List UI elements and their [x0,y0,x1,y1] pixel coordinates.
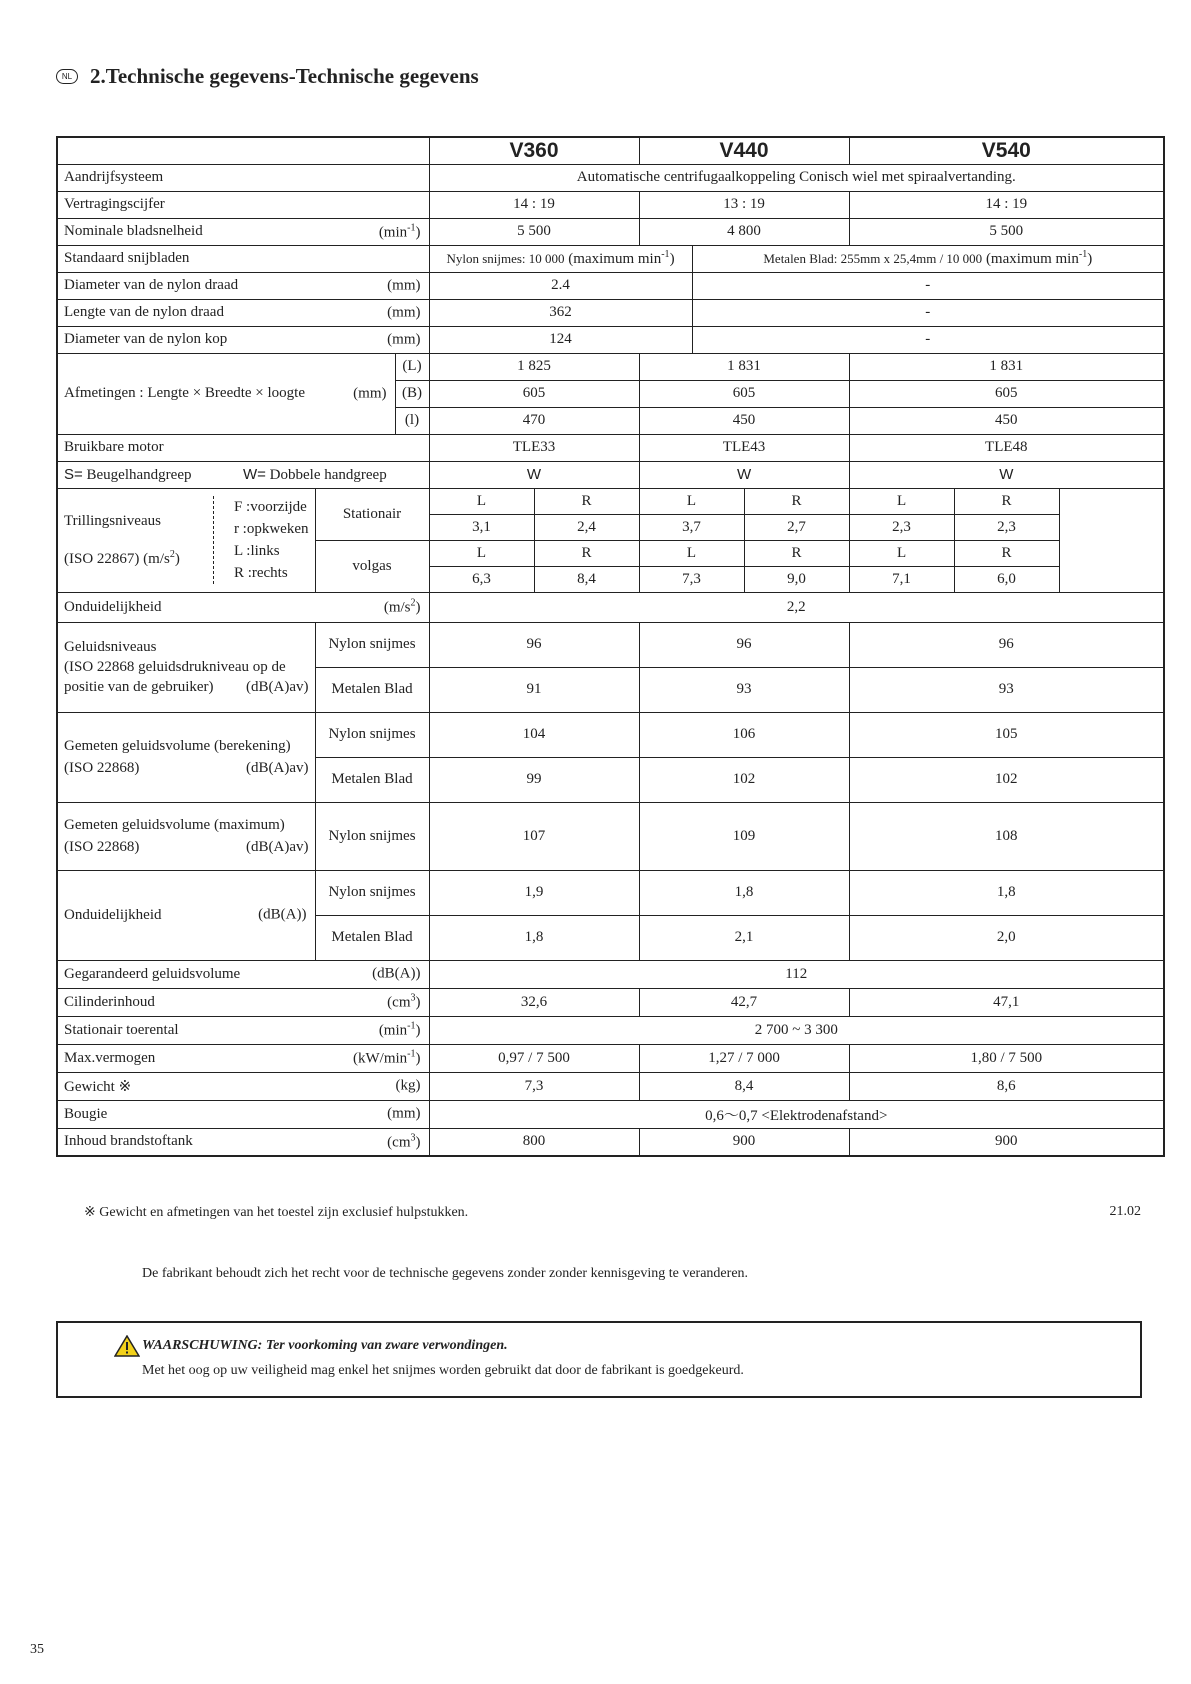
table-row: Geluidsniveaus (ISO 22868 geluidsdrukniveau op de positie van de gebruiker) (dB(A)av) Nylon snijmes 96 96 96 [57,622,1164,667]
table-row: Metalen Blad 99 102 102 [57,757,1164,802]
table-row: Bougie (mm) 0,6〜0,7 <Elektrodenafstand> [57,1100,1164,1128]
table-header-row [57,137,1164,164]
model-v360: V360 [429,137,639,164]
footnote: ※ Gewicht en afmetingen van het toestel zijn exclusief hulpstukken. [84,1205,469,1220]
table-row: Gewicht ※ (kg) 7,3 8,4 8,6 [57,1072,1164,1100]
table-row: Afmetingen : Lengte × Breedte × loogte (mm) (L) 1 825 1 831 1 831 [57,353,1164,380]
warning-text: Met het oog op uw veiligheid mag enkel het snijmes worden gebruikt dat door de fabrikant is goedgekeurd. [142,1363,744,1378]
warning-title: WAARSCHUWING: Ter voorkoming van zware verwondingen. [142,1338,508,1353]
model-v540: V540 [849,137,1164,164]
table-row: Trillingsniveaus (ISO 22867) $(m/s^2)$ F :voorzijde r :opkweken L :links R :rechts Stationair L R L R L R [57,488,1164,514]
table-row: Onduidelijkheid $(m/s^2)$ 2,2 [57,592,1164,622]
table-row: volgas L R L R L R [57,540,1164,566]
model-v440: V440 [639,137,849,164]
vibration-legend: F :voorzijde r :opkweken L :links R :rechts [213,496,309,584]
page-header [56,64,479,89]
vibration-label: Trillingsniveaus (ISO 22867) $(m/s^2)$ F :voorzijde r :opkweken L :links R :rechts [57,488,315,592]
page-number: 35 [30,1642,44,1657]
table-row: S= Beugelhandgreep W= Dobbele handgreep W W W [57,461,1164,488]
warning-icon [114,1335,140,1357]
table-row: Metalen Blad 91 93 93 [57,667,1164,712]
table-row: (B) 605 605 605 [57,380,1164,407]
table-row: Inhoud brandstoftank $(cm^3)$ 800 900 900 [57,1128,1164,1156]
table-row: Bruikbare motor TLE33 TLE43 TLE48 [57,434,1164,461]
table-row: Lengte van de nylon draad (mm) 362 - [57,299,1164,326]
table-row: Aandrijfsysteem Automatische centrifugaalkoppeling Conisch wiel met spiraalvertanding. [57,164,1164,191]
table-row: Diameter van de nylon draad (mm) 2.4 - [57,272,1164,299]
disclaimer: De fabrikant behoudt zich het recht voor de technische gegevens zonder zonder kennisgeving te veranderen. [142,1266,749,1281]
table-row: Max.vermogen $(kW/\min^{-1})$ 0,97 / 7 500 1,27 / 7 000 1,80 / 7 500 [57,1044,1164,1072]
table-row: Onduidelijkheid (dB(A)) Nylon snijmes 1,9 1,8 1,8 [57,870,1164,915]
spec-table [56,136,1165,1157]
table-row: (l) 470 450 450 [57,407,1164,434]
table-row: Cilinderinhoud $(cm^3)$ 32,6 42,7 47,1 [57,988,1164,1016]
table-row: Nominale bladsnelheid $(\min^{-1})$ 5 500 4 800 5 500 [57,218,1164,245]
table-row: Vertragingscijfer 14 : 19 13 : 19 14 : 19 [57,191,1164,218]
table-row: 3,1 2,4 3,7 2,7 2,3 2,3 [57,514,1164,540]
language-badge: NL [56,69,78,84]
table-row: Gemeten geluidsvolume (berekening) (ISO 22868) (dB(A)av) Nylon snijmes 104 106 105 [57,712,1164,757]
table-row: Gegarandeerd geluidsvolume (dB(A)) 112 [57,960,1164,988]
revision-number: 21.02 [1109,1204,1141,1219]
table-row: Gemeten geluidsvolume (maximum) (ISO 22868) (dB(A)av) Nylon snijmes 107 109 108 [57,802,1164,870]
table-row: Standaard snijbladen Nylon snijmes: 10 000 (maximum $\min^{-1}$) Metalen Blad: 255mm x 25,4mm / 10 000 (maximum $\min^{-1}$) [57,245,1164,272]
table-row: Metalen Blad 1,8 2,1 2,0 [57,915,1164,960]
page-title: 2.Technische gegevens-Technische gegevens [90,64,479,88]
table-row: Diameter van de nylon kop (mm) 124 - [57,326,1164,353]
table-row: Stationair toerental $(\min^{-1})$ 2 700 ~ 3 300 [57,1016,1164,1044]
warning-box [56,1321,1142,1398]
table-row: 6,3 8,4 7,3 9,0 7,1 6,0 [57,566,1164,592]
